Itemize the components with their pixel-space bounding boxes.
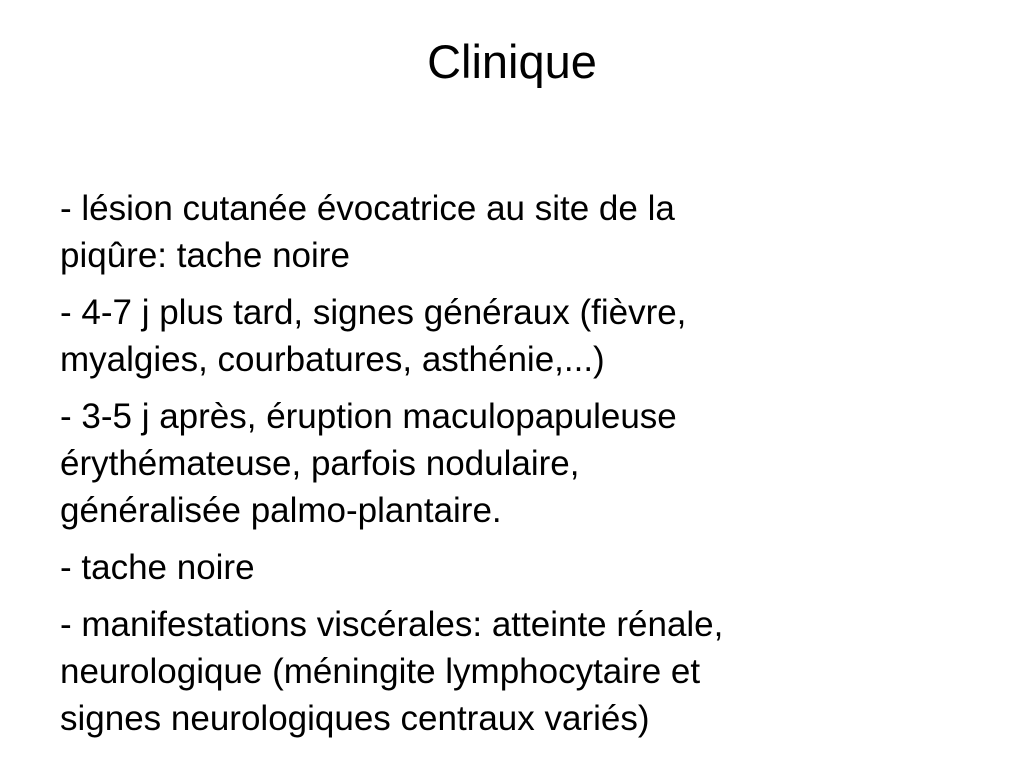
bullet-line: - 4-7 j plus tard, signes généraux (fièvre, [60,293,687,332]
bullet-item [60,289,960,383]
bullet-line: myalgies, courbatures, asthénie,...) [60,340,605,379]
bullet-line: piqûre: tache noire [60,236,350,275]
bullet-line: neurologique (méningite lymphocytaire et [60,652,701,691]
bullet-line: érythémateuse, parfois nodulaire, [60,444,580,483]
bullet-line: - 3-5 j après, éruption maculopapuleuse [60,397,677,436]
bullet-item [60,393,960,534]
bullet-item [60,601,960,742]
bullet-item [60,185,960,279]
bullet-line: généralisée palmo-plantaire. [60,491,502,530]
bullet-line: - manifestations viscérales: atteinte rénale, [60,605,724,644]
bullet-list [60,185,960,752]
bullet-item [60,544,960,591]
bullet-line: - lésion cutanée évocatrice au site de la [60,189,675,228]
bullet-line: - tache noire [60,548,255,587]
slide-title: Clinique [427,35,597,88]
bullet-line: signes neurologiques centraux variés) [60,699,650,738]
